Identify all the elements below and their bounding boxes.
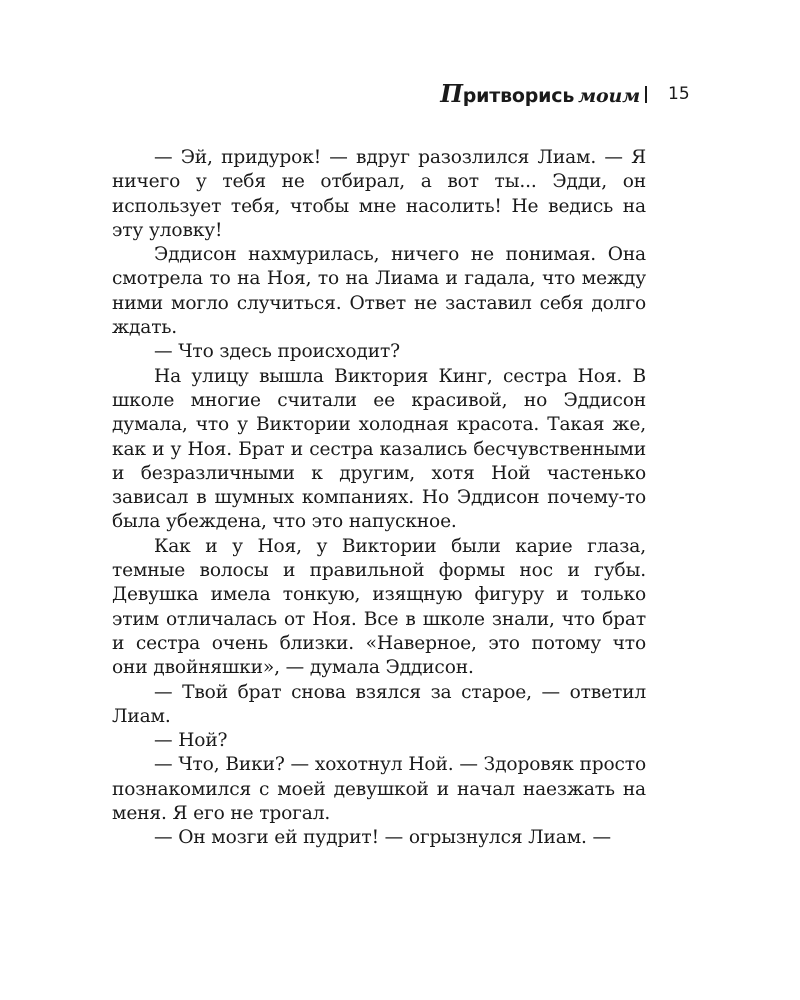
paragraph: — Он мозги ей пудрит! — огрызнулся Лиам. — xyxy=(154,827,612,849)
book-title xyxy=(440,80,640,110)
page-number: 15 xyxy=(668,84,690,104)
paragraph: Эддисон нахмурилась, ничего не понимая. Она смотрела то на Ноя, то на Лиама и гадала, что между ними могло случиться. Ответ не заставил себя долго ждать. xyxy=(112,244,646,339)
running-head xyxy=(0,80,800,110)
paragraph: — Ной? xyxy=(154,730,228,752)
body-text xyxy=(112,146,646,851)
paragraph: Как и у Ноя, у Виктории были карие глаза, темные волосы и правильной формы нос и губы. Девушка имела тонкую, изящную фигуру и только этим отличалась от Ноя. Все в школе знали, что брат и сестра очень близки. «Наверное, это потому что они двойняшки», — думала Эддисон. xyxy=(112,535,646,679)
paragraph: — Эй, придурок! — вдруг разозлился Лиам. — Я ничего у тебя не отбирал, а вот ты... Эдди, он использует тебя, чтобы мне насолить! Не ведись на эту уловку! xyxy=(112,147,646,241)
paragraph: — Твой брат снова взялся за старое, — ответил Лиам. xyxy=(112,681,646,727)
book-title-initial: П xyxy=(440,79,463,108)
header-divider xyxy=(645,86,647,103)
paragraph: — Что, Вики? — хохотнул Ной. — Здоровяк просто познакомился с моей девушкой и начал наезжать на меня. Я его не трогал. xyxy=(112,754,646,825)
book-title-main: ритворись xyxy=(462,85,575,107)
book-title-script: моим xyxy=(578,85,640,107)
paragraph: — Что здесь происходит? xyxy=(154,341,400,363)
paragraph: На улицу вышла Виктория Кинг, сестра Ноя. В школе многие считали ее красивой, но Эддисон думала, что у Виктории холодная красота. Такая же, как и у Ноя. Брат и сестра казались бесчувственными и безразличными к другим, хотя Ной частенько зависал в шумных компаниях. Но Эддисон почему-то была убеждена, что это напускное. xyxy=(112,365,646,533)
